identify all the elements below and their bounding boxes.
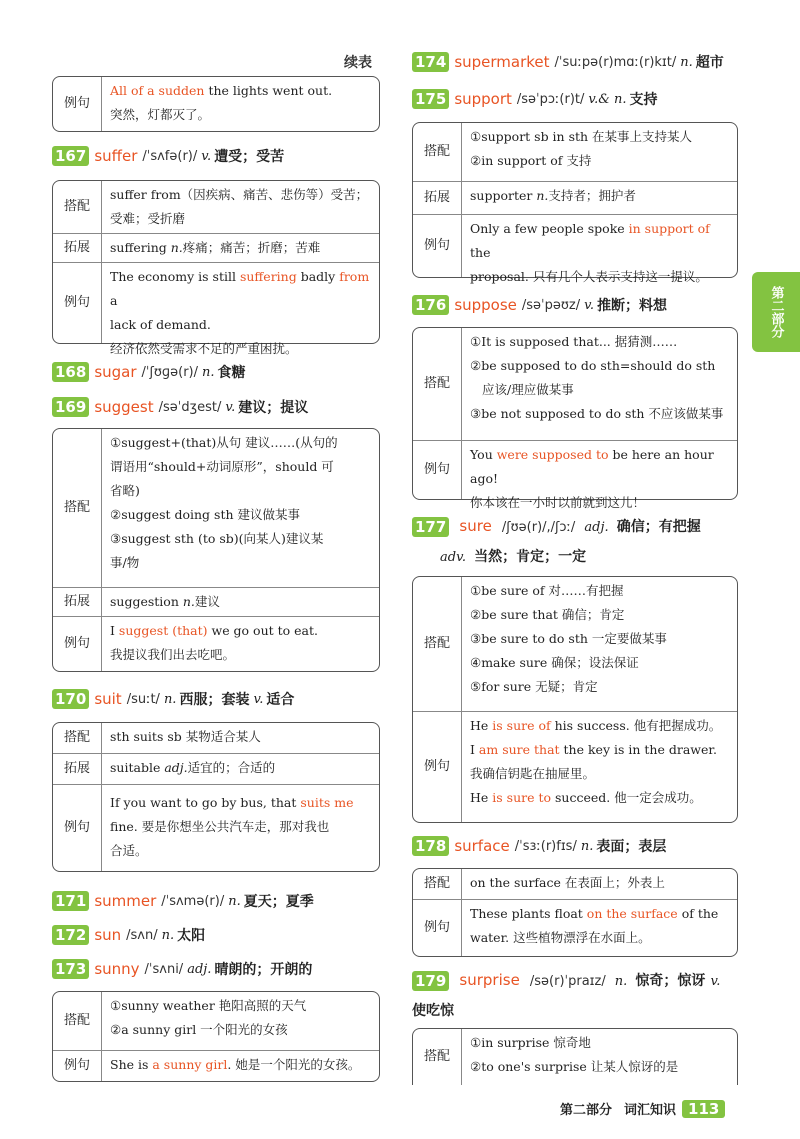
- derived-definition: 支持者；拥护者: [548, 188, 636, 203]
- part-of-speech: v.: [584, 297, 595, 313]
- entry-176-header: [412, 295, 667, 315]
- row-label: 搭配: [53, 429, 102, 587]
- top-example-table: [52, 76, 380, 132]
- entry-172-header: [52, 925, 205, 945]
- collocation-line: sth suits sb 某物适合某人: [110, 729, 261, 744]
- part-of-speech: v.: [201, 148, 212, 164]
- row-label: 例句: [53, 785, 102, 871]
- part-of-speech: v.: [710, 974, 721, 989]
- part-of-speech: n.: [680, 54, 693, 70]
- definition: 惊奇；惊讶: [635, 973, 706, 989]
- phonetic: /sə(r)ˈpraɪz/: [529, 974, 606, 989]
- headword: summer: [94, 892, 157, 910]
- part-of-speech: n.: [536, 188, 549, 203]
- phonetic: /ˈsʌni/: [144, 961, 184, 977]
- phonetic: /ˈsʌmə(r)/: [161, 893, 225, 909]
- definition: 食糖: [217, 365, 246, 381]
- example-text: If you want to go by bus, that: [110, 795, 301, 810]
- collocation-line: ①support sb in sth 在某事上支持某人: [470, 129, 693, 144]
- entry-175-table: [412, 122, 738, 284]
- derived-word: suitable: [110, 760, 165, 775]
- derived-word: suggestion: [110, 594, 183, 609]
- derived-word: suffering: [110, 240, 171, 255]
- example-text: You: [470, 447, 497, 462]
- headword: sugar: [94, 363, 137, 381]
- example-text: the key is in the drawer.: [559, 742, 717, 757]
- example-translation: 经济依然受需求不足的严重困扰。: [110, 341, 298, 356]
- entry-number: 167: [52, 146, 89, 166]
- part-of-speech: adj.: [187, 961, 212, 977]
- definition: 支持: [629, 92, 658, 108]
- row-label: 拓展: [413, 182, 462, 214]
- headword: suit: [94, 690, 122, 708]
- derived-definition: 疼痛；痛苦；折磨；苦难: [182, 240, 321, 255]
- collocation-line: suffer from（因疾病、痛苦、悲伤等）受苦；: [110, 187, 369, 202]
- example-translation: 我提议我们出去吃吧。: [110, 647, 236, 662]
- highlight-phrase: am sure that: [478, 742, 560, 757]
- row-label: 例句: [413, 215, 462, 277]
- row-label: 搭配: [413, 1029, 462, 1085]
- collocation-line: ②to one's surprise 让某人惊讶的是: [470, 1059, 679, 1074]
- phonetic: /ˈʃʊɡə(r)/: [141, 364, 198, 380]
- example-text: . 她是一个阳光的女孩。: [227, 1057, 361, 1072]
- highlight-phrase: All of a sudden: [110, 83, 205, 98]
- entry-177-table: [412, 576, 738, 823]
- example-translation: water. 这些植物漂浮在水面上。: [470, 930, 651, 945]
- collocation-line: ①in surprise 惊奇地: [470, 1035, 591, 1050]
- collocation-line: ②suggest doing sth 建议做某事: [110, 507, 300, 522]
- entry-179-table: [412, 1028, 738, 1085]
- row-label: 搭配: [413, 123, 462, 181]
- entry-number: 178: [412, 836, 449, 856]
- continuation-label: 续表: [344, 55, 372, 71]
- section-side-tab: 第二部分: [752, 272, 800, 352]
- page-number: 113: [682, 1100, 725, 1118]
- example-translation: 我确信钥匙在抽屉里。: [470, 766, 596, 781]
- part-of-speech: n.: [228, 893, 241, 909]
- phonetic: /ʃʊə(r)/,/ʃɔː/: [501, 520, 576, 535]
- highlight-phrase: suffering: [239, 269, 297, 284]
- entry-178-header: [412, 836, 666, 856]
- entry-number: 177: [412, 517, 449, 537]
- row-label: 例句: [413, 441, 462, 499]
- row-label: 搭配: [413, 577, 462, 711]
- entry-number: 169: [52, 397, 89, 417]
- entry-number: 172: [52, 925, 89, 945]
- row-label: 例句: [53, 263, 102, 343]
- definition: 太阳: [177, 928, 206, 944]
- part-of-speech: n.: [182, 594, 195, 609]
- row-label: 搭配: [413, 869, 462, 899]
- derived-word: supporter: [470, 188, 537, 203]
- highlight-phrase: on the surface: [586, 906, 678, 921]
- collocation-line: 应该/理应做某事: [482, 382, 574, 397]
- entry-167-table: [52, 180, 380, 356]
- part-of-speech: adj.: [584, 520, 609, 535]
- example-text: the lights went out.: [204, 83, 333, 98]
- headword: suppose: [454, 296, 517, 314]
- entry-number: 171: [52, 891, 89, 911]
- example-text: fine. 要是你想坐公共汽车走，那对我也: [110, 819, 330, 834]
- headword: sure: [459, 517, 492, 535]
- entry-number: 175: [412, 89, 449, 109]
- highlight-phrase: were supposed to: [496, 447, 609, 462]
- example-text: be here an hour ago!: [470, 447, 714, 486]
- example-translation: 你本该在一小时以前就到这儿！: [470, 495, 646, 510]
- highlight-phrase: is sure of: [492, 718, 551, 733]
- collocation-line: on the surface 在表面上；外表上: [470, 875, 665, 890]
- collocation-line: ⑤for sure 无疑；肯定: [470, 679, 598, 694]
- derived-definition: 适宜的；合适的: [187, 760, 276, 775]
- derived-definition: 建议: [194, 594, 220, 609]
- example-text: badly: [296, 269, 340, 284]
- definition: 表面；表层: [596, 839, 667, 855]
- phonetic: /səˈpɔː(r)t/: [516, 91, 585, 107]
- row-label: 拓展: [53, 588, 102, 616]
- example-text: succeed. 他一定会成功。: [551, 790, 702, 805]
- part-of-speech: adv.: [440, 550, 467, 565]
- collocation-line: ①It is supposed that... 据猜测……: [470, 334, 678, 349]
- footer-part: 第二部分: [560, 1103, 613, 1118]
- definition: 西服；套装: [179, 692, 250, 708]
- phonetic: /səˈdʒest/: [158, 399, 222, 415]
- definition: 建议；提议: [238, 400, 309, 416]
- headword: surface: [454, 837, 510, 855]
- row-label: 例句: [53, 617, 102, 671]
- entry-number: 173: [52, 959, 89, 979]
- entry-175-header: [412, 89, 658, 109]
- part-of-speech: n.: [201, 364, 215, 380]
- row-label: 搭配: [53, 723, 102, 753]
- entry-170-header: [52, 689, 294, 709]
- part-of-speech: v.& n.: [588, 91, 627, 107]
- entry-167-header: [52, 146, 284, 166]
- collocation-line: ①suggest+(that)从句 建议……(从句的: [110, 435, 338, 450]
- collocation-line: 事/物: [110, 555, 140, 570]
- collocation-line: ③be sure to do sth 一定要做某事: [470, 631, 667, 646]
- entry-173-header: [52, 959, 312, 979]
- definition: 当然；肯定；一定: [474, 549, 587, 565]
- entry-number: 174: [412, 52, 449, 72]
- definition: 适合: [266, 692, 295, 708]
- row-label: 拓展: [53, 234, 102, 262]
- row-label: 例句: [53, 77, 102, 131]
- collocation-line: ②a sunny girl 一个阳光的女孩: [110, 1022, 288, 1037]
- definition: 夏天；夏季: [243, 894, 314, 910]
- highlight-phrase: from: [339, 269, 370, 284]
- collocation-line: ①be sure of 对……有把握: [470, 583, 624, 598]
- highlight-phrase: in support of: [628, 221, 710, 236]
- headword: suffer: [94, 147, 138, 165]
- example-text: the: [470, 245, 491, 260]
- collocation-line: ④make sure 确保；设法保证: [470, 655, 639, 670]
- example-text: Only a few people spoke: [470, 221, 629, 236]
- highlight-phrase: a sunny girl: [152, 1057, 228, 1072]
- row-label: 例句: [53, 1051, 102, 1081]
- phonetic: /səˈpəʊz/: [521, 297, 581, 313]
- highlight-phrase: suggest (that): [118, 623, 208, 638]
- row-label: 例句: [413, 712, 462, 822]
- phonetic: /suːt/: [126, 691, 160, 707]
- example-text: She is: [110, 1057, 153, 1072]
- entry-171-header: [52, 891, 314, 911]
- collocation-line: ③suggest sth (to sb)(向某人)建议某: [110, 531, 324, 546]
- entry-170-table: [52, 722, 380, 872]
- entry-number: 176: [412, 295, 449, 315]
- part-of-speech: n.: [161, 927, 175, 943]
- definition: 遭受；受苦: [214, 149, 285, 165]
- phonetic: /ˈsʌfə(r)/: [142, 148, 198, 164]
- part-of-speech: v.: [253, 691, 264, 707]
- example-text: The economy is still: [110, 269, 240, 284]
- entry-168-header: [52, 362, 246, 382]
- definition: 使吃惊: [412, 1003, 454, 1019]
- part-of-speech: v.: [225, 399, 236, 415]
- entry-176-table: [412, 327, 738, 510]
- phonetic: /ˈsɜː(r)fɪs/: [514, 838, 577, 854]
- entry-number: 179: [412, 971, 449, 991]
- example-text: These plants float: [470, 906, 587, 921]
- definition: 推断；料想: [597, 298, 668, 314]
- example-translation: 合适。: [110, 843, 148, 858]
- example-text: a: [110, 293, 118, 308]
- headword: surprise: [459, 971, 520, 989]
- entry-number: 168: [52, 362, 89, 382]
- definition: 晴朗的；开朗的: [214, 962, 313, 978]
- example-translation: 突然，灯都灭了。: [110, 107, 211, 122]
- collocation-line: ②be supposed to do sth=should do sth: [470, 358, 716, 373]
- example-text: of the: [677, 906, 719, 921]
- entry-177-header: [412, 512, 738, 572]
- collocation-line: 谓语用“should+动词原形”，should 可: [110, 459, 334, 474]
- entry-174-header: [412, 52, 724, 72]
- collocation-line: ①sunny weather 艳阳高照的天气: [110, 998, 307, 1013]
- collocation-line: 受难；受折磨: [110, 211, 186, 226]
- entry-number: 170: [52, 689, 89, 709]
- headword: supermarket: [454, 53, 550, 71]
- headword: sunny: [94, 960, 140, 978]
- collocation-line: ③be not supposed to do sth 不应该做某事: [470, 406, 724, 421]
- headword: support: [454, 90, 512, 108]
- collocation-line: ②in support of 支持: [470, 153, 592, 168]
- entry-169-header: [52, 397, 308, 417]
- highlight-phrase: is sure to: [492, 790, 552, 805]
- row-label: 搭配: [413, 328, 462, 440]
- collocation-line: 省略): [110, 483, 140, 498]
- collocation-line: ②be sure that 确信；肯定: [470, 607, 625, 622]
- page-footer: [560, 1099, 725, 1118]
- headword: sun: [94, 926, 122, 944]
- phonetic: /sʌn/: [126, 927, 158, 943]
- entry-178-table: [412, 868, 738, 957]
- example-text: lack of demand.: [110, 317, 211, 332]
- definition: 确信；有把握: [616, 519, 701, 535]
- entry-173-table: [52, 991, 380, 1082]
- part-of-speech: adj.: [164, 760, 188, 775]
- definition: 超市: [695, 55, 724, 71]
- example-text: I: [470, 742, 479, 757]
- example-translation: proposal. 只有几个人表示支持这一提议。: [470, 269, 708, 284]
- part-of-speech: n.: [163, 691, 177, 707]
- row-label: 搭配: [53, 992, 102, 1050]
- part-of-speech: n.: [614, 974, 628, 989]
- row-label: 例句: [413, 900, 462, 956]
- example-text: He: [470, 718, 493, 733]
- example-text: He: [470, 790, 493, 805]
- example-text: we go out to eat.: [207, 623, 319, 638]
- phonetic: /ˈsuːpə(r)mɑː(r)kɪt/: [554, 54, 677, 70]
- example-text: I: [110, 623, 119, 638]
- entry-179-header: [412, 966, 742, 1025]
- entry-169-table: [52, 428, 380, 672]
- row-label: 搭配: [53, 181, 102, 233]
- headword: suggest: [94, 398, 154, 416]
- part-of-speech: n.: [580, 838, 594, 854]
- footer-section: 词汇知识: [624, 1103, 677, 1118]
- part-of-speech: n.: [170, 240, 183, 255]
- row-label: 拓展: [53, 754, 102, 784]
- highlight-phrase: suits me: [300, 795, 354, 810]
- example-text: his success. 他有把握成功。: [550, 718, 722, 733]
